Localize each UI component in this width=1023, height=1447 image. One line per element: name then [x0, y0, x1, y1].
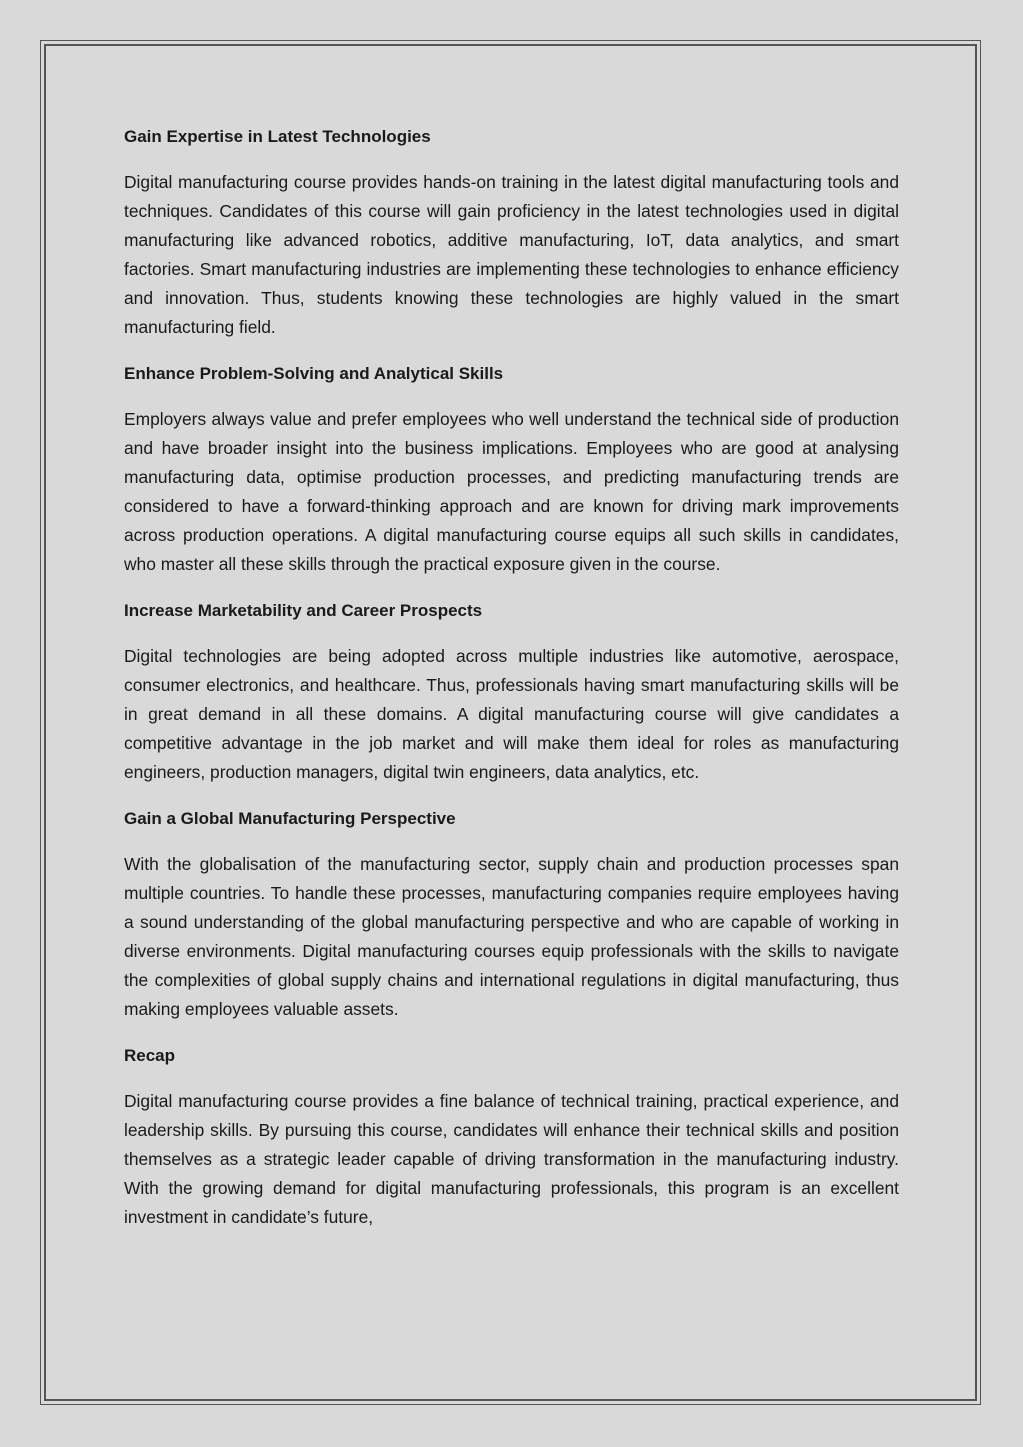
section-global-perspective: [124, 804, 899, 1024]
section-paragraph: Digital technologies are being adopted across multiple industries like automotive, aerospace, consumer electronics, and healthcare. Thus, professionals having smart manufacturing skills will be in great demand in all these domains. A digital manufacturing course will give candidates a competitive advantage in the job market and will make them ideal for roles as manufacturing engineers, production managers, digital twin engineers, data analytics, etc.: [124, 646, 899, 782]
section-problem-solving: [124, 359, 899, 579]
section-paragraph: With the globalisation of the manufacturing sector, supply chain and production processes span multiple countries. To handle these processes, manufacturing companies require employees having a sound understanding of the global manufacturing perspective and who are capable of working in diverse environments. Digital manufacturing courses equip professionals with the skills to navigate the complexities of global supply chains and international regulations in digital manufacturing, thus making employees valuable assets.: [124, 854, 899, 1019]
section-paragraph: Digital manufacturing course provides hands-on training in the latest digital manufacturing tools and techniques. Candidates of this course will gain proficiency in the latest technologies used in digital manufacturing like advanced robotics, additive manufacturing, IoT, data analytics, and smart factories. Smart manufacturing industries are implementing these technologies to enhance efficiency and innovation. Thus, students knowing these technologies are highly valued in the smart manufacturing field.: [124, 172, 899, 337]
section-heading: Gain Expertise in Latest Technologies: [124, 127, 431, 146]
section-paragraph: Digital manufacturing course provides a fine balance of technical training, practical experience, and leadership skills. By pursuing this course, candidates will enhance their technical skills and position themselves as a strategic leader capable of driving transformation in the manufacturing industry. With the growing demand for digital manufacturing professionals, this program is an excellent investment in candidate’s future,: [124, 1091, 899, 1227]
section-recap: [124, 1041, 899, 1232]
section-latest-technologies: [124, 122, 899, 342]
section-heading: Increase Marketability and Career Prospects: [124, 601, 483, 620]
section-paragraph: Employers always value and prefer employees who well understand the technical side of production and have broader insight into the business implications. Employees who are good at analysing manufacturing data, optimise production processes, and predicting manufacturing trends are considered to have a forward-thinking approach and are known for driving mark improvements across production operations. A digital manufacturing course equips all such skills in candidates, who master all these skills through the practical exposure given in the course.: [124, 409, 899, 574]
section-heading: Enhance Problem-Solving and Analytical Skills: [124, 364, 504, 383]
document-body: [124, 122, 899, 1249]
section-marketability: [124, 596, 899, 787]
section-heading: Gain a Global Manufacturing Perspective: [124, 809, 456, 828]
section-heading: Recap: [124, 1046, 176, 1065]
